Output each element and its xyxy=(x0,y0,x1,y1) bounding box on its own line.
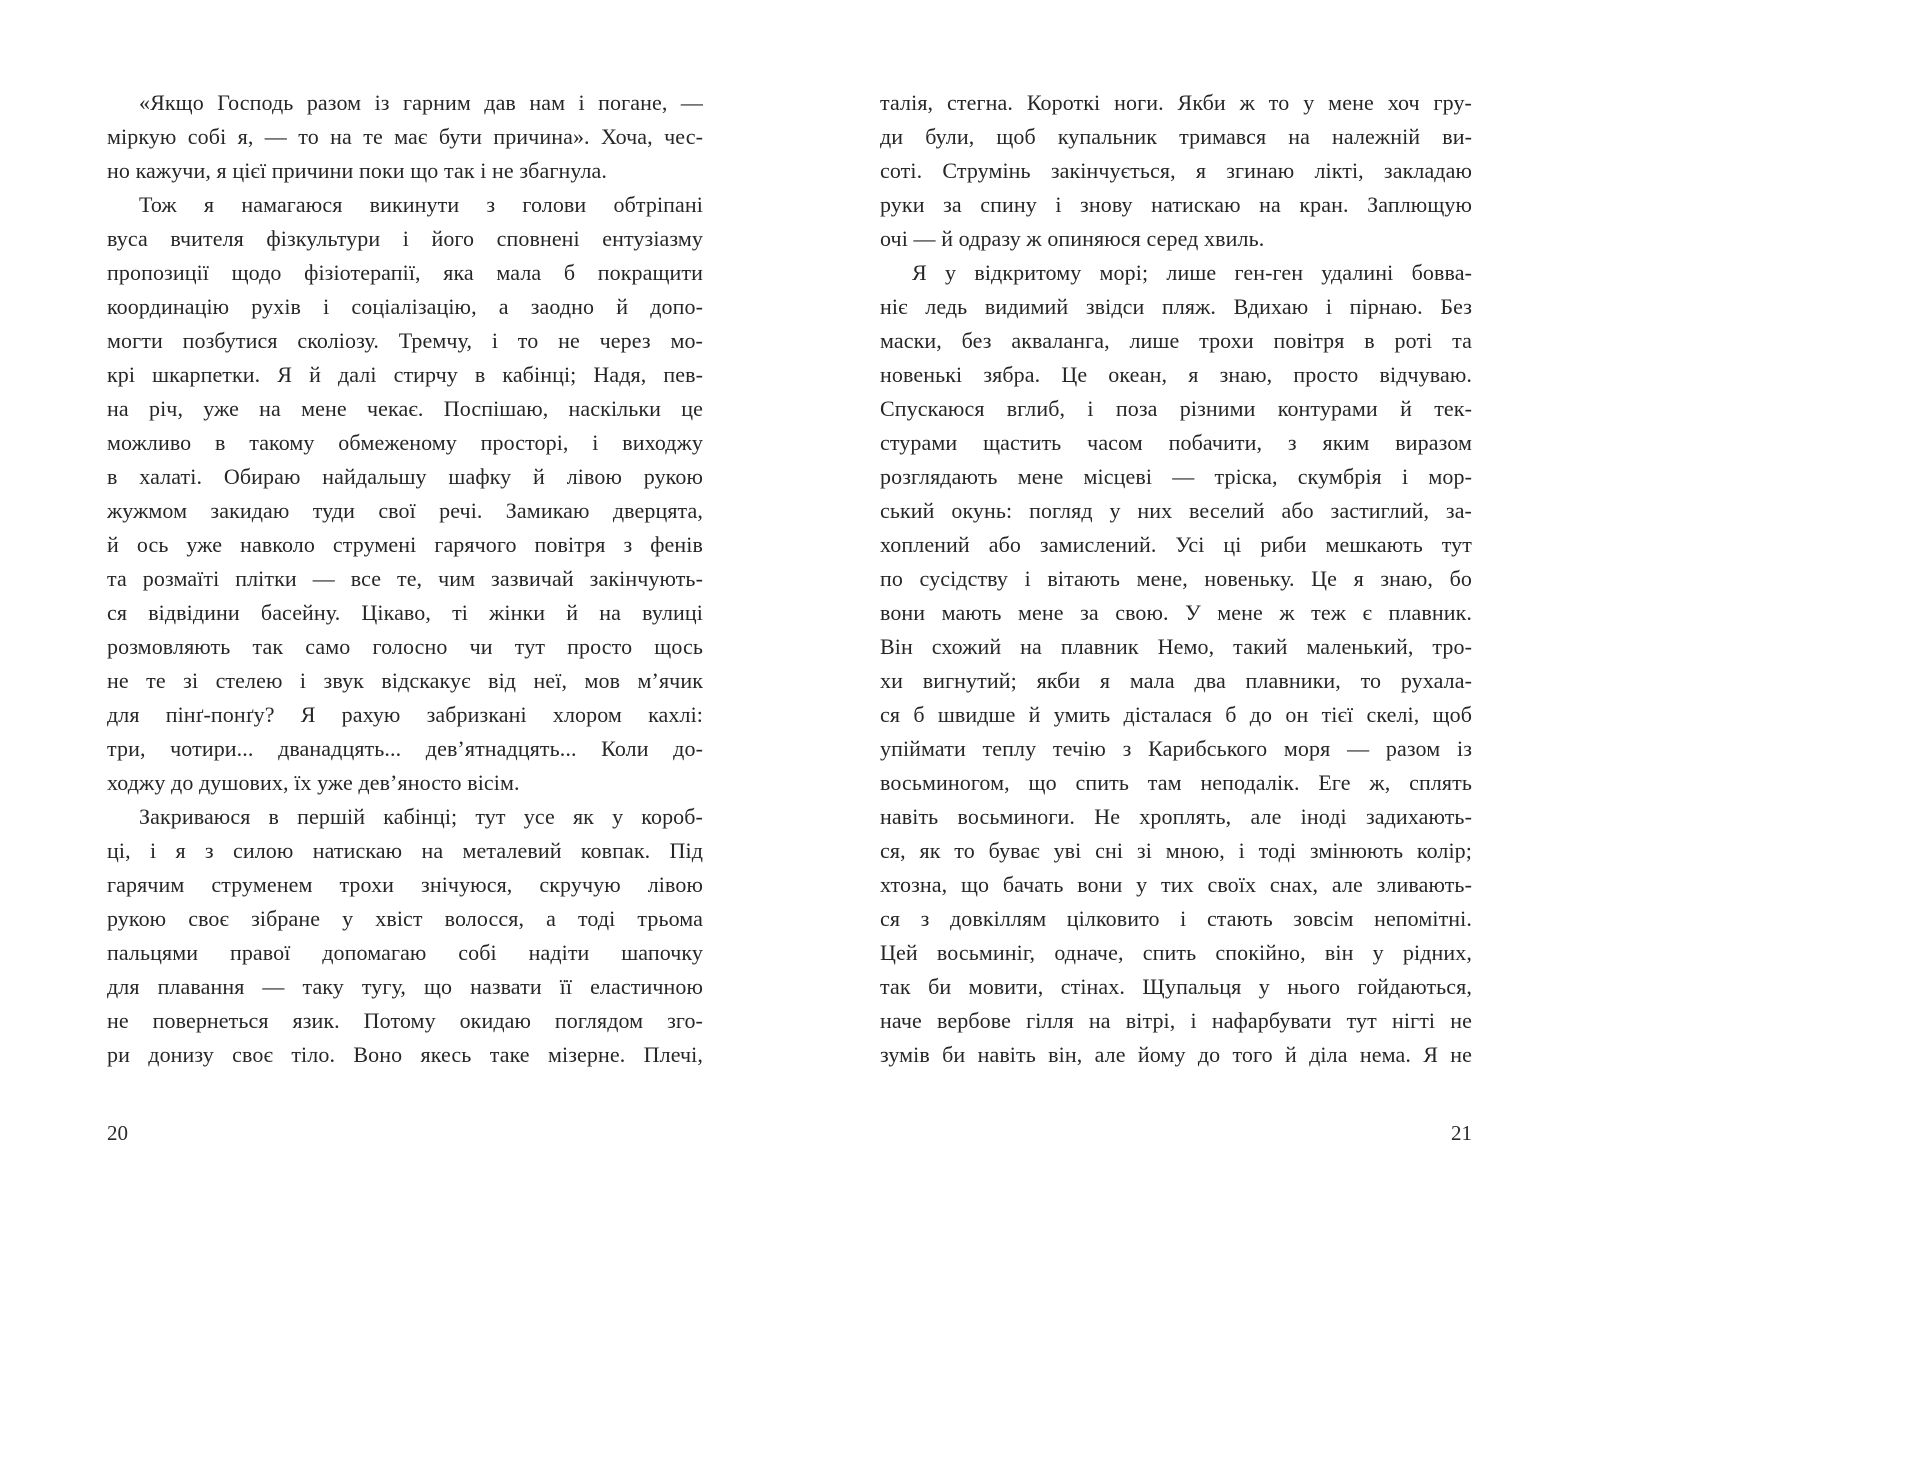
text-line: хоплений або замислений. Усі ці риби мешкають тут xyxy=(880,532,1472,557)
text-line: навіть восьминоги. Не хроплять, але іноді задихають- xyxy=(880,804,1472,829)
text-block xyxy=(880,86,1472,1072)
text-line: три, чотири... дванадцять... дев’ятнадцять... Коли до- xyxy=(107,736,703,761)
text-line: «Якщо Господь разом із гарним дав нам і погане, — xyxy=(139,90,703,115)
text-line: наче вербове гілля на вітрі, і нафарбувати тут нігті не xyxy=(880,1008,1472,1033)
text-line: упіймати теплу течію з Карибського моря — разом із xyxy=(880,736,1472,761)
text-line: по сусідству і вітають мене, новеньку. Це я знаю, бо xyxy=(880,566,1472,591)
text-line: ський окунь: погляд у них веселий або застиглий, за- xyxy=(880,498,1472,523)
page-number: 20 xyxy=(107,1121,128,1145)
text-line: розглядають мене місцеві — тріска, скумбрія і мор- xyxy=(880,464,1472,489)
text-line: Він схожий на плавник Немо, такий маленький, тро- xyxy=(880,634,1472,659)
page-right xyxy=(880,86,1472,1145)
text-line: ся б швидше й умить дісталася б до он тієї скелі, щоб xyxy=(880,702,1472,727)
text-line: маски, без акваланга, лише трохи повітря в роті та xyxy=(880,328,1472,353)
text-line: Спускаюся вглиб, і поза різними контурами й тек- xyxy=(880,396,1472,421)
text-line: та розмаїті плітки — все те, чим зазвичай закінчують- xyxy=(107,566,703,591)
text-line: рукою своє зібране у хвіст волосся, а тоді трьома xyxy=(107,906,703,931)
text-line: міркую собі я, — то на те має бути причина». Хоча, чес- xyxy=(107,124,703,149)
text-line: вони мають мене за свою. У мене ж теж є плавник. xyxy=(880,600,1472,625)
text-line: стурами щастить часом побачити, з яким виразом xyxy=(880,430,1472,455)
text-line: розмовляють так само голосно чи тут просто щось xyxy=(107,634,703,659)
text-line: но кажучи, я цієї причини поки що так і не збагнула. xyxy=(107,158,608,183)
text-line: гарячим струменем трохи знічуюся, скручую лівою xyxy=(107,872,703,897)
text-line: не повернеться язик. Потому окидаю поглядом зго- xyxy=(107,1008,703,1033)
text-line: в халаті. Обираю найдальшу шафку й лівою рукою xyxy=(107,464,703,489)
text-line: ся з довкіллям цілковито і стають зовсім непомітні. xyxy=(880,906,1472,931)
text-line: ся відвідини басейну. Цікаво, ті жінки й на вулиці xyxy=(107,600,703,625)
text-line: соті. Струмінь закінчується, я згинаю лікті, закладаю xyxy=(880,158,1472,183)
text-line: ці, і я з силою натискаю на металевий ковпак. Під xyxy=(107,838,703,863)
text-line: крі шкарпетки. Я й далі стирчу в кабінці; Надя, пев- xyxy=(107,362,703,387)
text-line: можливо в такому обмеженому просторі, і виходжу xyxy=(107,430,703,455)
text-line: ди були, щоб купальник тримався на належній ви- xyxy=(880,124,1472,149)
text-line: для плавання — таку тугу, що назвати її еластичною xyxy=(107,974,703,999)
text-line: талія, стегна. Короткі ноги. Якби ж то у мене хоч гру- xyxy=(880,90,1472,115)
text-line: й ось уже навколо струмені гарячого повітря з фенів xyxy=(107,532,703,557)
text-line: руки за спину і знову натискаю на кран. Заплющую xyxy=(880,192,1472,217)
text-line: вуса вчителя фізкультури і його сповнені ентузіазму xyxy=(107,226,703,251)
text-line: Тож я намагаюся викинути з голови обтріпані xyxy=(139,192,703,217)
text-line: не те зі стелею і звук відскакує від неї, мов м’ячик xyxy=(107,668,703,693)
text-line: восьминогом, що спить там неподалік. Еге ж, сплять xyxy=(880,770,1472,795)
text-block xyxy=(107,86,703,1072)
text-line: пропозиції щодо фізіотерапії, яка мала б покращити xyxy=(107,260,703,285)
text-line: новенькі зябра. Це океан, я знаю, просто відчуваю. xyxy=(880,362,1472,387)
text-line: координацію рухів і соціалізацію, а заодно й допо- xyxy=(107,294,703,319)
text-line: ся, як то буває уві сні зі мною, і тоді змінюють колір; xyxy=(880,838,1472,863)
text-line: Цей восьминіг, одначе, спить спокійно, він у рідних, xyxy=(880,940,1472,965)
text-line: хи вигнутий; якби я мала два плавники, то рухала- xyxy=(880,668,1472,693)
text-line: на річ, уже на мене чекає. Поспішаю, наскільки це xyxy=(107,396,703,421)
page-number: 21 xyxy=(1451,1121,1472,1145)
text-line: ніє ледь видимий звідси пляж. Вдихаю і пірнаю. Без xyxy=(880,294,1472,319)
text-line: Я у відкритому морі; лише ген-ген удалині бовва- xyxy=(912,260,1472,285)
text-line: жужмом закидаю туди свої речі. Замикаю дверцята, xyxy=(107,498,703,523)
text-line: Закриваюся в першій кабінці; тут усе як у короб- xyxy=(139,804,703,829)
text-line: хтозна, що бачать вони у тих своїх снах, але зливають- xyxy=(880,872,1472,897)
text-line: так би мовити, стінах. Щупальця у нього гойдаються, xyxy=(880,974,1472,999)
text-line: для пінґ-понґу? Я рахую забризкані хлором кахлі: xyxy=(107,702,703,727)
text-line: ходжу до душових, їх уже дев’яносто вісім. xyxy=(107,770,520,795)
text-line: очі — й одразу ж опиняюся серед хвиль. xyxy=(880,226,1265,251)
text-line: ри донизу своє тіло. Воно якесь таке мізерне. Плечі, xyxy=(107,1042,703,1067)
page-left xyxy=(107,86,703,1145)
text-line: зумів би навіть він, але йому до того й діла нема. Я не xyxy=(880,1042,1472,1067)
text-line: пальцями правої допомагаю собі надіти шапочку xyxy=(107,940,703,965)
text-line: могти позбутися сколіозу. Тремчу, і то не через мо- xyxy=(107,328,703,353)
